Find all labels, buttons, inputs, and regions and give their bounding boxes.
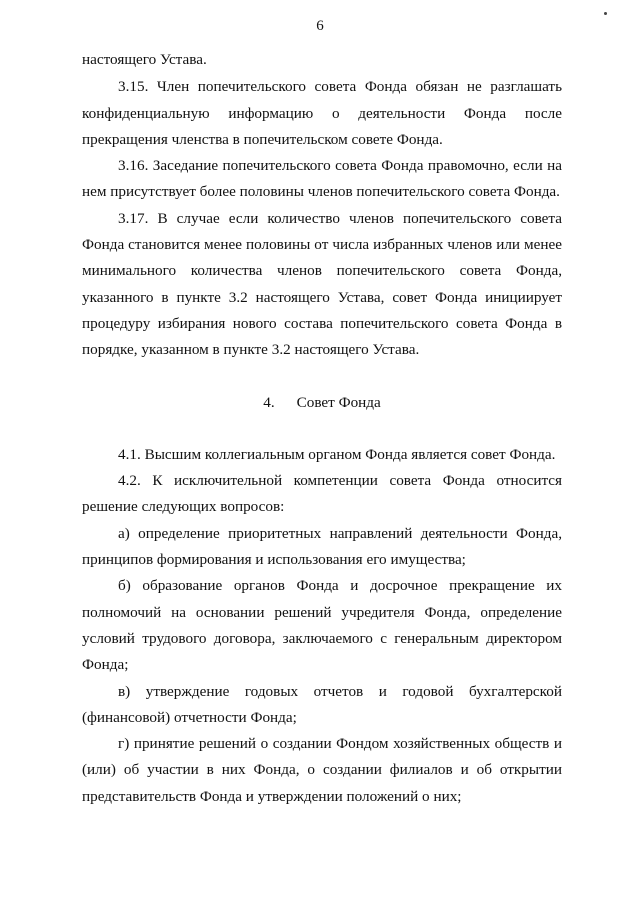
document-body — [82, 47, 562, 810]
paragraph-3-15: 3.15. Член попечительского совета Фонда обязан не разглашать конфиденциальную информацию о деятельности Фонда после прекращения членства в попечительском совете Фонда. — [82, 78, 562, 148]
paragraph-4-2: 4.2. К исключительной компетенции совета Фонда относится решение следующих вопросов: — [82, 472, 562, 516]
paragraph-3-17: 3.17. В случае если количество членов попечительского совета Фонда становится менее половины от числа избранных членов или менее минимального количества членов попечительского совета Фонда, указанного в пункте 3.2 настоящего Устава, совет Фонда инициирует процедуру избирания нового состава попечительского совета Фонда в порядке, указанном в пункте 3.2 настоящего Устава. — [82, 209, 562, 359]
section-number: 4. — [263, 393, 275, 411]
paragraph-continuation: настоящего Устава. — [82, 51, 207, 68]
list-item-g: г) принятие решений о создании Фондом хозяйственных обществ и (или) об участии в них Фонда, о создании филиалов и об открытии представительств Фонда и утверждении положений о них; — [82, 735, 562, 805]
paragraph-3-16: 3.16. Заседание попечительского совета Фонда правомочно, если на нем присутствует более половины членов попечительского совета Фонда. — [82, 157, 562, 201]
list-item-a: а) определение приоритетных направлений деятельности Фонда, принципов формирования и использования его имущества; — [82, 524, 562, 569]
list-item-b: б) образование органов Фонда и досрочное прекращение их полномочий на основании решений учредителя Фонда, определение условий трудового договора, заключаемого с генеральным директором Фонда; — [82, 577, 562, 674]
list-item-v: в) утверждение годовых отчетов и годовой бухгалтерской (финансовой) отчетности Фонда; — [82, 682, 562, 726]
page-number: 6 — [316, 18, 324, 34]
paragraph-4-1: 4.1. Высшим коллегиальным органом Фонда является совет Фонда. — [118, 445, 556, 463]
scan-speck — [604, 12, 607, 15]
section-heading — [82, 390, 562, 416]
section-title: Совет Фонда — [296, 393, 381, 411]
